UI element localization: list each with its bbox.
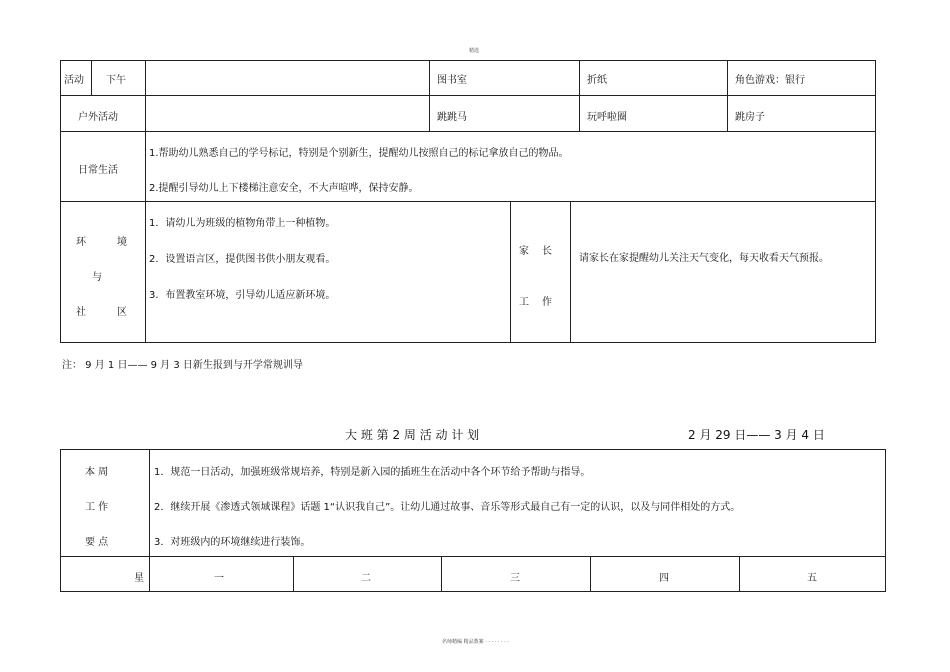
- plan-title: 大 班 第 2 周 活 动 计 划: [345, 428, 480, 442]
- day-thu: 四: [659, 573, 669, 584]
- day-fri: 五: [807, 573, 817, 584]
- footer-mark: 名师精编 精品教案 · · · · · · · ·: [442, 639, 510, 645]
- activity-label: 活动: [64, 75, 84, 86]
- weekday-header: 星: [134, 573, 144, 584]
- cell-library: 图书室: [437, 75, 467, 86]
- parent-label-2b: 作: [542, 297, 552, 308]
- focus-label-b: 工 作: [85, 502, 109, 513]
- env-item-2: 2．设置语言区，提供图书供小朋友观看。: [149, 254, 336, 265]
- cell-hopping-horse: 跳跳马: [437, 112, 467, 123]
- day-mon: 一: [214, 573, 224, 584]
- daily-life-label: 日常生活: [78, 165, 118, 176]
- note: 注： 9 月 1 日—— 9 月 3 日新生报到与开学常规训导: [62, 360, 303, 371]
- parent-work-text: 请家长在家提醒幼儿关注天气变化，每天收看天气预报。: [579, 253, 829, 264]
- env-label-3a: 社: [76, 307, 86, 318]
- env-label-1a: 环: [76, 237, 86, 248]
- cell-hula-hoop: 玩呼啦圈: [587, 112, 627, 123]
- daily-item-1: 1.帮助幼儿熟悉自己的学号标记，特别是个别新生，提醒幼儿按照自己的标记拿放自己的物品。: [149, 148, 569, 159]
- parent-label-1b: 长: [542, 246, 552, 257]
- parent-label-2a: 工: [519, 297, 529, 308]
- focus-item-1: 1．规范一日活动，加强班级常规培养，特别是新入园的插班生在活动中各个环节给予帮助与指导。: [154, 467, 591, 478]
- day-tue: 二: [361, 573, 371, 584]
- env-label-1b: 境: [117, 237, 127, 248]
- outdoor-label: 户外活动: [78, 112, 118, 123]
- focus-label-c: 要 点: [85, 537, 109, 548]
- env-item-3: 3．布置教室环境，引导幼儿适应新环境。: [149, 290, 336, 301]
- focus-item-2: 2．继续开展《渗透式领域课程》话题 1“认识我自己”。让幼儿通过故事、音乐等形式最自己有一定的认识，以及与同伴相处的方式。: [154, 502, 741, 513]
- env-label-3b: 区: [117, 307, 127, 318]
- day-wed: 三: [510, 573, 520, 584]
- afternoon-label: 下午: [106, 75, 126, 86]
- header-mark: 精选: [469, 48, 480, 54]
- cell-role-play: 角色游戏：银行: [735, 75, 805, 86]
- daily-item-2: 2.提醒引导幼儿上下楼梯注意安全，不大声喧哗，保持安静。: [149, 183, 419, 194]
- focus-item-3: 3．对班级内的环境继续进行装饰。: [154, 537, 311, 548]
- env-label-2: 与: [92, 272, 102, 283]
- cell-origami: 折纸: [587, 75, 607, 86]
- env-item-1: 1．请幼儿为班级的植物角带上一种植物。: [149, 218, 336, 229]
- plan-dates: 2 月 29 日—— 3 月 4 日: [688, 428, 825, 442]
- focus-label-a: 本 周: [85, 467, 109, 478]
- parent-label-1a: 家: [519, 246, 529, 257]
- cell-hopscotch: 跳房子: [735, 112, 765, 123]
